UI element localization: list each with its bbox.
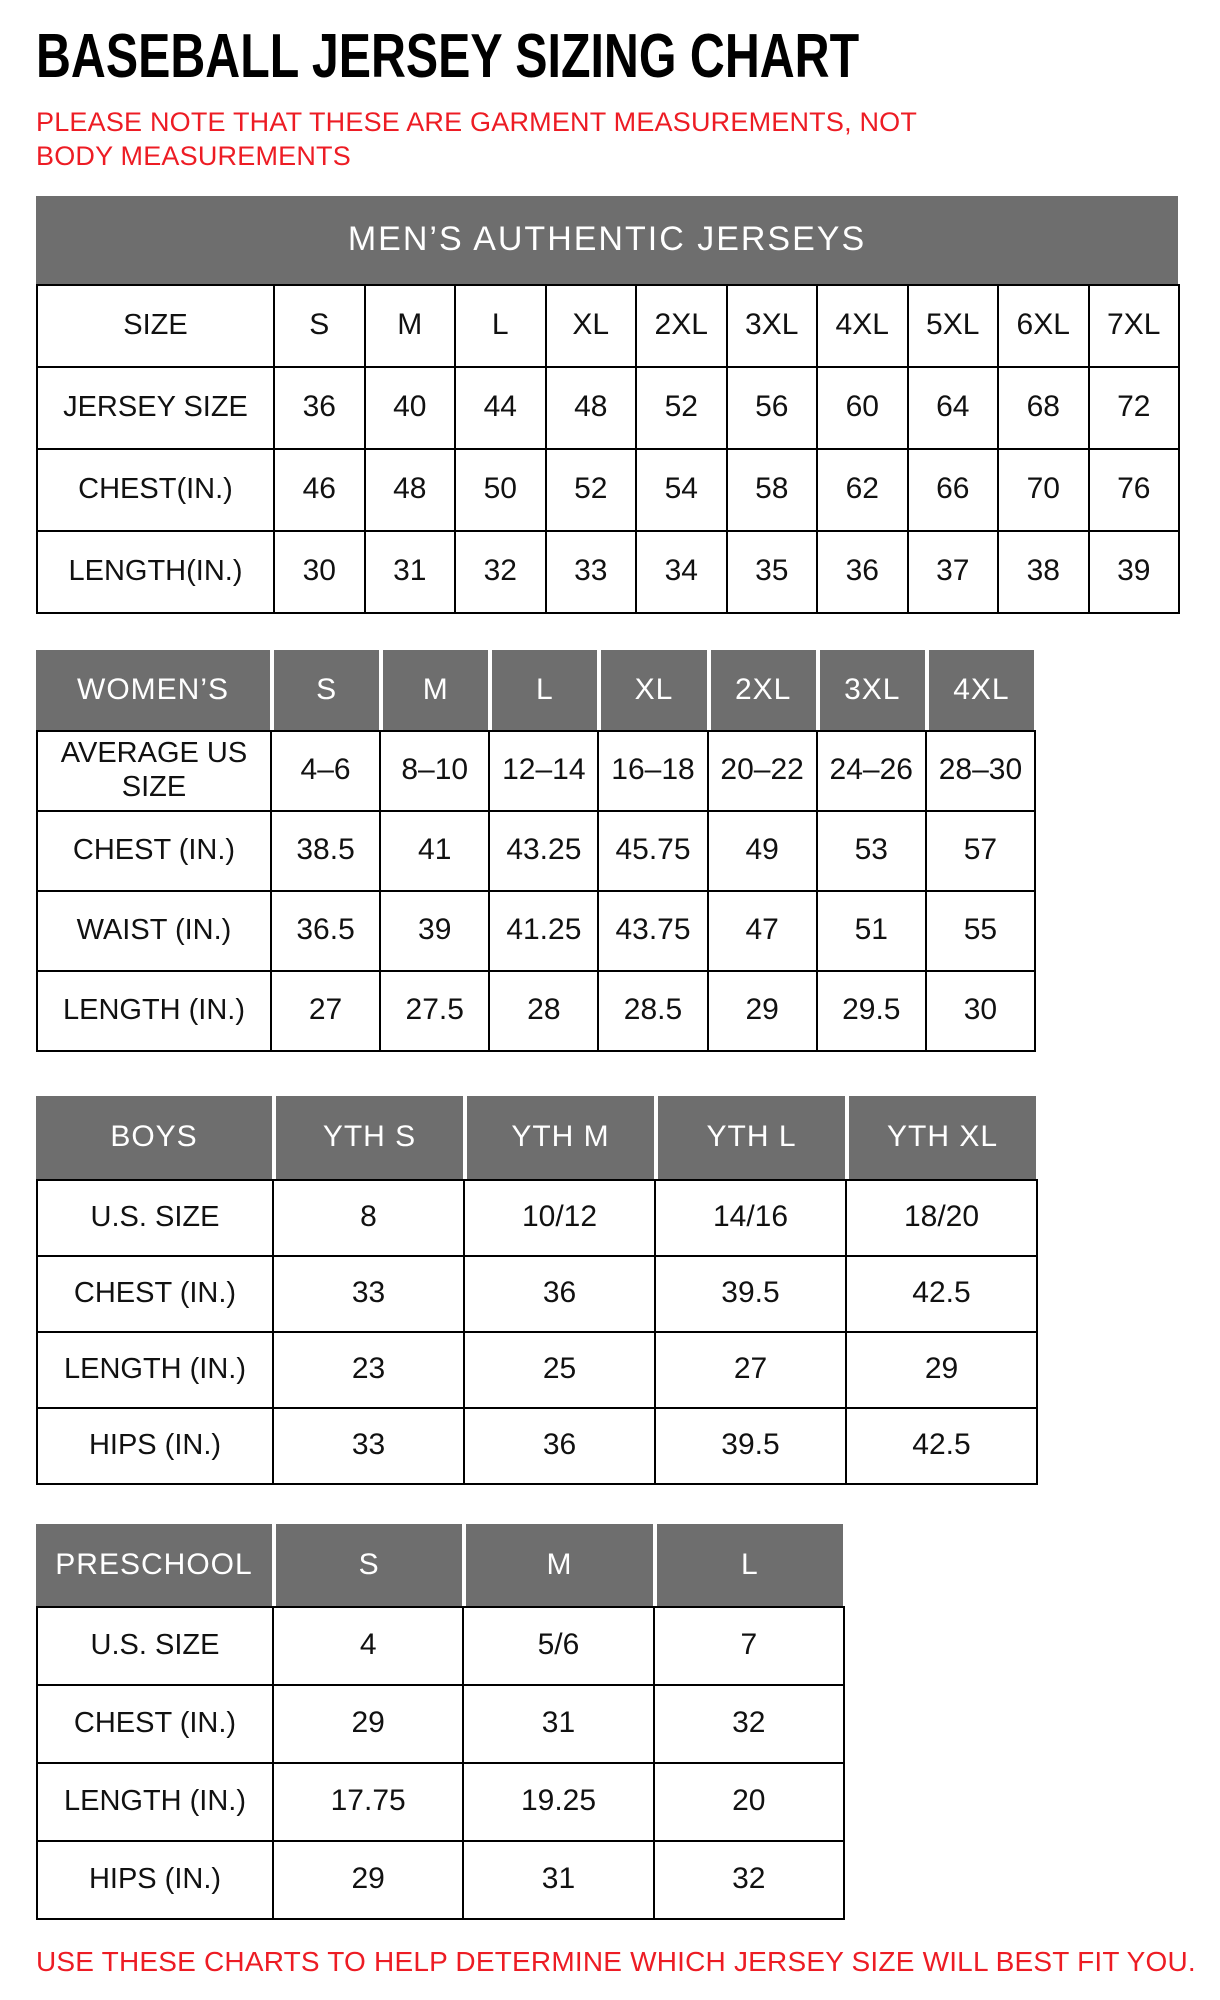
mens-length-in-value-2: 31 (366, 532, 457, 614)
preschool-u-s-size-value-3: 7 (655, 1608, 845, 1686)
boys-length-in-value-3: 27 (656, 1333, 847, 1409)
mens-length-in-value-6: 35 (728, 532, 819, 614)
womens-length-in-value-2: 27.5 (381, 972, 490, 1052)
preschool-length-in-value-2: 19.25 (464, 1764, 654, 1842)
boys-chest-in-value-4: 42.5 (847, 1257, 1038, 1333)
womens-average-us-size-value-1: 4–6 (272, 732, 381, 812)
mens-jersey-size-value-6: 56 (728, 368, 819, 450)
womens-chest-in-value-4: 45.75 (599, 812, 708, 892)
preschool-sizing-table (36, 1524, 1220, 1920)
womens-header-label: WOMEN’S (36, 650, 270, 730)
womens-average-us-size-value-7: 28–30 (927, 732, 1036, 812)
mens-size-value-4: XL (547, 286, 638, 368)
womens-waist-in-value-4: 43.75 (599, 892, 708, 972)
boys-row-label-u-s-size: U.S. SIZE (38, 1181, 274, 1257)
mens-table-banner: MEN’S AUTHENTIC JERSEYS (36, 196, 1178, 284)
womens-header-4xl: 4XL (925, 650, 1034, 730)
boys-chest-in-value-3: 39.5 (656, 1257, 847, 1333)
mens-chest-in-value-1: 46 (275, 450, 366, 532)
preschool-row-label-u-s-size: U.S. SIZE (38, 1608, 274, 1686)
mens-row-label-size: SIZE (38, 286, 275, 368)
mens-size-value-1: S (275, 286, 366, 368)
preschool-table-body (36, 1606, 845, 1920)
mens-length-in-value-5: 34 (637, 532, 728, 614)
boys-row-label-chest-in: CHEST (IN.) (38, 1257, 274, 1333)
preschool-hips-in-value-1: 29 (274, 1842, 464, 1920)
womens-row-label-average-us-size: AVERAGE US SIZE (38, 732, 272, 812)
boys-length-in-value-2: 25 (465, 1333, 656, 1409)
boys-u-s-size-value-3: 14/16 (656, 1181, 847, 1257)
mens-length-in-value-1: 30 (275, 532, 366, 614)
mens-size-value-9: 6XL (999, 286, 1090, 368)
womens-waist-in-value-7: 55 (927, 892, 1036, 972)
womens-row-label-length-in: LENGTH (IN.) (38, 972, 272, 1052)
page-title: BASEBALL JERSEY SIZING CHART (36, 22, 860, 91)
boys-hips-in-value-1: 33 (274, 1409, 465, 1485)
preschool-hips-in-value-2: 31 (464, 1842, 654, 1920)
preschool-hips-in-value-3: 32 (655, 1842, 845, 1920)
mens-length-in-value-7: 36 (818, 532, 909, 614)
boys-length-in-value-1: 23 (274, 1333, 465, 1409)
womens-chest-in-value-1: 38.5 (272, 812, 381, 892)
mens-jersey-size-value-8: 64 (909, 368, 1000, 450)
womens-table-body (36, 730, 1036, 1052)
womens-waist-in-value-1: 36.5 (272, 892, 381, 972)
mens-size-value-8: 5XL (909, 286, 1000, 368)
womens-length-in-value-3: 28 (490, 972, 599, 1052)
womens-average-us-size-value-6: 24–26 (818, 732, 927, 812)
womens-waist-in-value-6: 51 (818, 892, 927, 972)
mens-jersey-size-value-10: 72 (1090, 368, 1181, 450)
mens-length-in-value-4: 33 (547, 532, 638, 614)
mens-chest-in-value-2: 48 (366, 450, 457, 532)
preschool-row-label-hips-in: HIPS (IN.) (38, 1842, 274, 1920)
womens-chest-in-value-2: 41 (381, 812, 490, 892)
mens-row-label-chest-in: CHEST(IN.) (38, 450, 275, 532)
mens-size-value-6: 3XL (728, 286, 819, 368)
garment-measurement-note: PLEASE NOTE THAT THESE ARE GARMENT MEASUREMENTS, NOT BODY MEASUREMENTS (36, 107, 917, 171)
preschool-u-s-size-value-1: 4 (274, 1608, 464, 1686)
boys-hips-in-value-2: 36 (465, 1409, 656, 1485)
preschool-row-label-chest-in: CHEST (IN.) (38, 1686, 274, 1764)
womens-length-in-value-6: 29.5 (818, 972, 927, 1052)
preschool-chest-in-value-2: 31 (464, 1686, 654, 1764)
womens-length-in-value-4: 28.5 (599, 972, 708, 1052)
preschool-header-label: PRESCHOOL (36, 1524, 272, 1606)
preschool-table-header (36, 1524, 843, 1606)
preschool-header-l: L (653, 1524, 843, 1606)
boys-header-yth-m: YTH M (463, 1096, 654, 1179)
preschool-u-s-size-value-2: 5/6 (464, 1608, 654, 1686)
womens-average-us-size-value-4: 16–18 (599, 732, 708, 812)
mens-size-value-5: 2XL (637, 286, 728, 368)
boys-u-s-size-value-2: 10/12 (465, 1181, 656, 1257)
womens-average-us-size-value-5: 20–22 (709, 732, 818, 812)
mens-size-value-7: 4XL (818, 286, 909, 368)
womens-length-in-value-1: 27 (272, 972, 381, 1052)
boys-table-header (36, 1096, 1036, 1179)
boys-length-in-value-4: 29 (847, 1333, 1038, 1409)
womens-average-us-size-value-3: 12–14 (490, 732, 599, 812)
womens-chest-in-value-5: 49 (709, 812, 818, 892)
womens-average-us-size-value-2: 8–10 (381, 732, 490, 812)
womens-row-label-chest-in: CHEST (IN.) (38, 812, 272, 892)
womens-header-m: M (379, 650, 488, 730)
preschool-length-in-value-3: 20 (655, 1764, 845, 1842)
boys-table-body (36, 1179, 1038, 1485)
preschool-chest-in-value-1: 29 (274, 1686, 464, 1764)
mens-size-value-10: 7XL (1090, 286, 1181, 368)
mens-length-in-value-10: 39 (1090, 532, 1181, 614)
mens-jersey-size-value-1: 36 (275, 368, 366, 450)
womens-header-l: L (488, 650, 597, 730)
mens-table-body (36, 284, 1180, 614)
womens-sizing-table (36, 650, 1220, 1052)
womens-row-label-waist-in: WAIST (IN.) (38, 892, 272, 972)
boys-row-label-hips-in: HIPS (IN.) (38, 1409, 274, 1485)
mens-chest-in-value-10: 76 (1090, 450, 1181, 532)
boys-header-yth-s: YTH S (272, 1096, 463, 1179)
womens-header-xl: XL (597, 650, 706, 730)
boys-header-yth-l: YTH L (654, 1096, 845, 1179)
preschool-length-in-value-1: 17.75 (274, 1764, 464, 1842)
mens-row-label-jersey-size: JERSEY SIZE (38, 368, 275, 450)
boys-u-s-size-value-4: 18/20 (847, 1181, 1038, 1257)
mens-chest-in-value-4: 52 (547, 450, 638, 532)
boys-u-s-size-value-1: 8 (274, 1181, 465, 1257)
boys-header-label: BOYS (36, 1096, 272, 1179)
boys-hips-in-value-3: 39.5 (656, 1409, 847, 1485)
womens-waist-in-value-3: 41.25 (490, 892, 599, 972)
womens-chest-in-value-3: 43.25 (490, 812, 599, 892)
mens-chest-in-value-8: 66 (909, 450, 1000, 532)
mens-size-value-3: L (456, 286, 547, 368)
boys-chest-in-value-2: 36 (465, 1257, 656, 1333)
preschool-header-s: S (272, 1524, 462, 1606)
mens-jersey-size-value-5: 52 (637, 368, 728, 450)
boys-row-label-length-in: LENGTH (IN.) (38, 1333, 274, 1409)
mens-size-value-2: M (366, 286, 457, 368)
boys-hips-in-value-4: 42.5 (847, 1409, 1038, 1485)
womens-header-3xl: 3XL (816, 650, 925, 730)
mens-jersey-size-value-7: 60 (818, 368, 909, 450)
preschool-row-label-length-in: LENGTH (IN.) (38, 1764, 274, 1842)
mens-chest-in-value-3: 50 (456, 450, 547, 532)
mens-length-in-value-8: 37 (909, 532, 1000, 614)
boys-chest-in-value-1: 33 (274, 1257, 465, 1333)
preschool-header-m: M (462, 1524, 652, 1606)
womens-waist-in-value-5: 47 (709, 892, 818, 972)
womens-waist-in-value-2: 39 (381, 892, 490, 972)
womens-header-2xl: 2XL (707, 650, 816, 730)
mens-length-in-value-3: 32 (456, 532, 547, 614)
womens-table-header (36, 650, 1034, 730)
mens-chest-in-value-7: 62 (818, 450, 909, 532)
mens-jersey-size-value-9: 68 (999, 368, 1090, 450)
womens-header-s: S (270, 650, 379, 730)
mens-chest-in-value-5: 54 (637, 450, 728, 532)
fit-advice-footer: USE THESE CHARTS TO HELP DETERMINE WHICH JERSEY SIZE WILL BEST FIT YOU. (36, 1945, 1196, 1977)
mens-length-in-value-9: 38 (999, 532, 1090, 614)
boys-header-yth-xl: YTH XL (845, 1096, 1036, 1179)
womens-length-in-value-7: 30 (927, 972, 1036, 1052)
mens-jersey-size-value-4: 48 (547, 368, 638, 450)
boys-sizing-table (36, 1096, 1220, 1485)
mens-chest-in-value-9: 70 (999, 450, 1090, 532)
mens-jersey-size-value-2: 40 (366, 368, 457, 450)
mens-row-label-length-in: LENGTH(IN.) (38, 532, 275, 614)
womens-chest-in-value-6: 53 (818, 812, 927, 892)
mens-chest-in-value-6: 58 (728, 450, 819, 532)
womens-chest-in-value-7: 57 (927, 812, 1036, 892)
preschool-chest-in-value-3: 32 (655, 1686, 845, 1764)
mens-jersey-size-value-3: 44 (456, 368, 547, 450)
mens-sizing-table (36, 196, 1220, 614)
womens-length-in-value-5: 29 (709, 972, 818, 1052)
